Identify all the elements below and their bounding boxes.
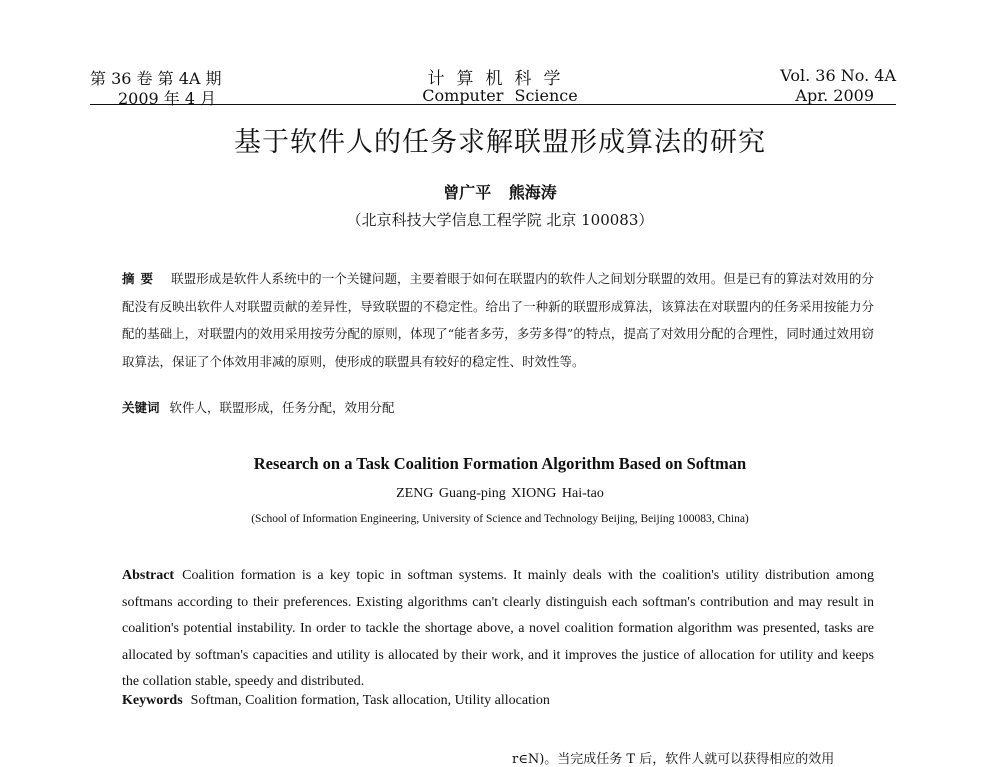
en-abstract <box>122 563 874 696</box>
journal-date-en: Apr. 2009 <box>795 86 874 105</box>
cn-abstract-text: 联盟形成是软件人系统中的一个关键问题，主要着眼于如何在联盟内的软件人之间划分联盟的效用。但是已有的算法对效用的分配没有反映出软件人对联盟贡献的差异性，导致联盟的不稳定性。给出了一种新的联盟形成算法，该算法在对联盟内的任务采用按能力分配的基础上，对联盟内的效用采用按劳分配的原则，体现了“能者多劳，多劳多得”的特点，提高了对效用分配的合理性，同时通过效用窃取算法，保证了个体效用非减的原则，使形成的联盟具有较好的稳定性、时效性等。 <box>122 271 874 369</box>
paper-title: 基于软件人的任务求解联盟形成算法的研究 <box>234 127 766 158</box>
cn-abstract-label: 摘要 <box>122 271 160 286</box>
cn-abstract <box>122 265 874 375</box>
cn-keywords-label: 关键词 <box>122 400 160 415</box>
en-abstract-label: Abstract <box>122 568 175 583</box>
journal-name-cn: 计算机科学 <box>427 69 573 89</box>
journal-volume-en: Vol. 36 No. 4A <box>780 66 896 85</box>
en-affiliation: (School of Information Engineering, University of Science and Technology Beijing, Beijing 100083, China) <box>251 513 749 525</box>
en-authors: ZENG Guang-ping XIONG Hai-tao <box>396 486 604 501</box>
paper-affiliation: （北京科技大学信息工程学院 北京 100083） <box>346 211 654 229</box>
header-rule <box>90 104 896 105</box>
en-keywords <box>122 693 874 709</box>
cn-keywords-text: 软件人，联盟形成，任务分配，效用分配 <box>169 400 395 415</box>
journal-date-cn: 2009 年 4 月 <box>118 89 217 108</box>
en-title: Research on a Task Coalition Formation Algorithm Based on Softman <box>253 454 747 473</box>
en-abstract-text: Coalition formation is a key topic in softman systems. It mainly deals with the coalition's utility distribution among softmans according to their preferences. Existing algorithms can't clearly distinguish each softman's contribution and may result in coalition's potential instability. In order to tackle the shortage above, a novel coalition formation algorithm was presented, tasks are allocated by softman's capacities and utility is allocated by their work, and it improves the justice of allocation for utility and keeps the collation stable, speedy and distributed. <box>122 568 874 690</box>
en-keywords-text: Softman, Coalition formation, Task allocation, Utility allocation <box>190 693 550 708</box>
body-text-fragment: r∈N)。当完成任务 T 后，软件人就可以获得相应的效用 <box>512 752 835 767</box>
journal-name-en: Computer Science <box>422 86 578 105</box>
journal-volume-issue: 第 36 卷 第 4A 期 <box>90 69 222 88</box>
en-keywords-label: Keywords <box>122 693 183 708</box>
cn-keywords <box>122 398 874 416</box>
paper-authors: 曾广平 熊海涛 <box>443 183 557 202</box>
